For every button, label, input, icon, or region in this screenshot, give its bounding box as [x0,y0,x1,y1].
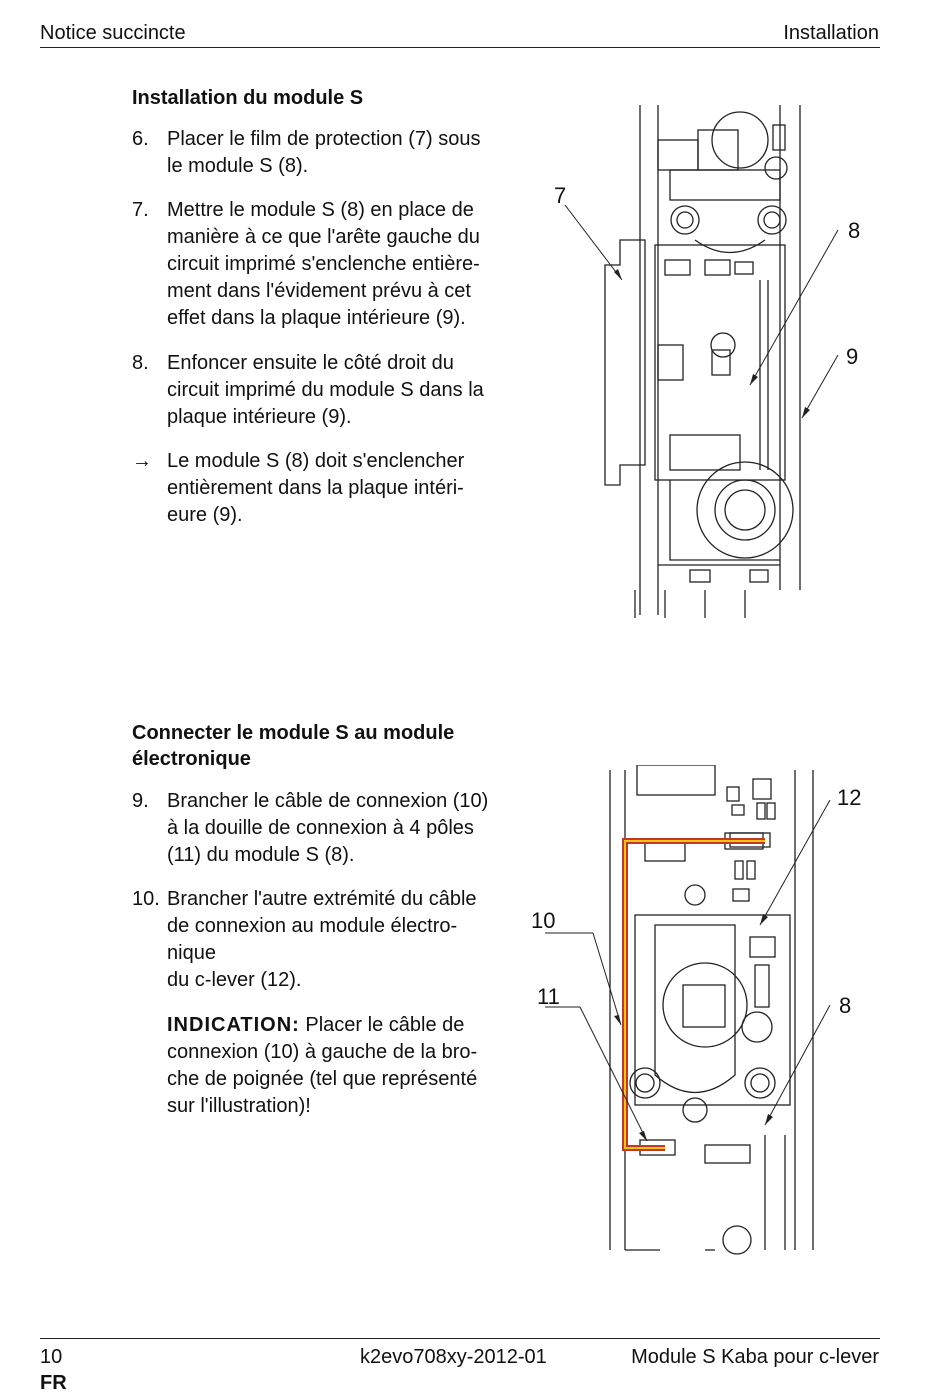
cable-connection-figure [525,765,875,1260]
document-id: k2evo708xy-2012-01 [360,1346,547,1368]
figure-label-12: 12 [837,785,862,810]
figure-label-11: 11 [537,984,560,1009]
step-number: 10. [132,888,160,910]
page-number: 10 [40,1346,63,1368]
module-s-installation-figure [540,100,880,620]
figure-label-9: 9 [846,344,859,369]
section1-title: Installation du module S [132,87,364,109]
note-indication [132,1012,502,1120]
note-label: INDICATION: [167,1014,300,1036]
step-text: Brancher le câble de connexion (10) à la douille de connexion à 4 pôles (11) du module S (8). [167,790,489,866]
step-8 [132,350,502,431]
header-left: Notice succincte [40,22,186,44]
step-result [132,448,502,529]
step-text: Le module S (8) doit s'enclencher entièrement dans la plaque intéri- eure (9). [167,450,465,526]
header-right: Installation [783,22,879,44]
section2-title-line1: Connecter le module S au module [132,722,455,744]
step-9 [132,788,502,869]
figure-label-8: 8 [848,218,861,243]
step-text: Mettre le module S (8) en place de manière à ce que l'arête gauche du circuit imprimé s'enclenche entière- ment dans l'évidement prévu à cet effet dans la plaque intérieure (9). [167,199,480,329]
step-number: 7. [132,199,149,221]
step-text: Placer le film de protection (7) sous le module S (8). [167,128,481,177]
section2-title [132,720,454,772]
step-number: 9. [132,790,149,812]
step-10 [132,886,502,994]
header-rule [40,47,880,48]
figure-label-8: 8 [839,993,852,1018]
footer-rule [40,1338,880,1339]
step-text: Brancher l'autre extrémité du câble de connexion au module électro- nique du c-lever (12). [167,888,477,991]
step-number: 6. [132,128,149,150]
section2-title-line2: électronique [132,748,251,770]
result-arrow-icon: → [132,450,152,472]
step-7 [132,197,502,332]
product-name: Module S Kaba pour c-lever [631,1346,879,1368]
figure-label-10: 10 [531,908,556,933]
figure-label-7: 7 [554,183,567,208]
step-6 [132,126,502,180]
language-code: FR [40,1372,67,1394]
step-number: 8. [132,352,149,374]
step-text: Enfoncer ensuite le côté droit du circuit imprimé du module S dans la plaque intérieure (9). [167,352,484,428]
note-text: Placer le câble de connexion (10) à gauche de la bro- che de poignée (tel que représenté sur l'illustration)! [167,1014,478,1117]
